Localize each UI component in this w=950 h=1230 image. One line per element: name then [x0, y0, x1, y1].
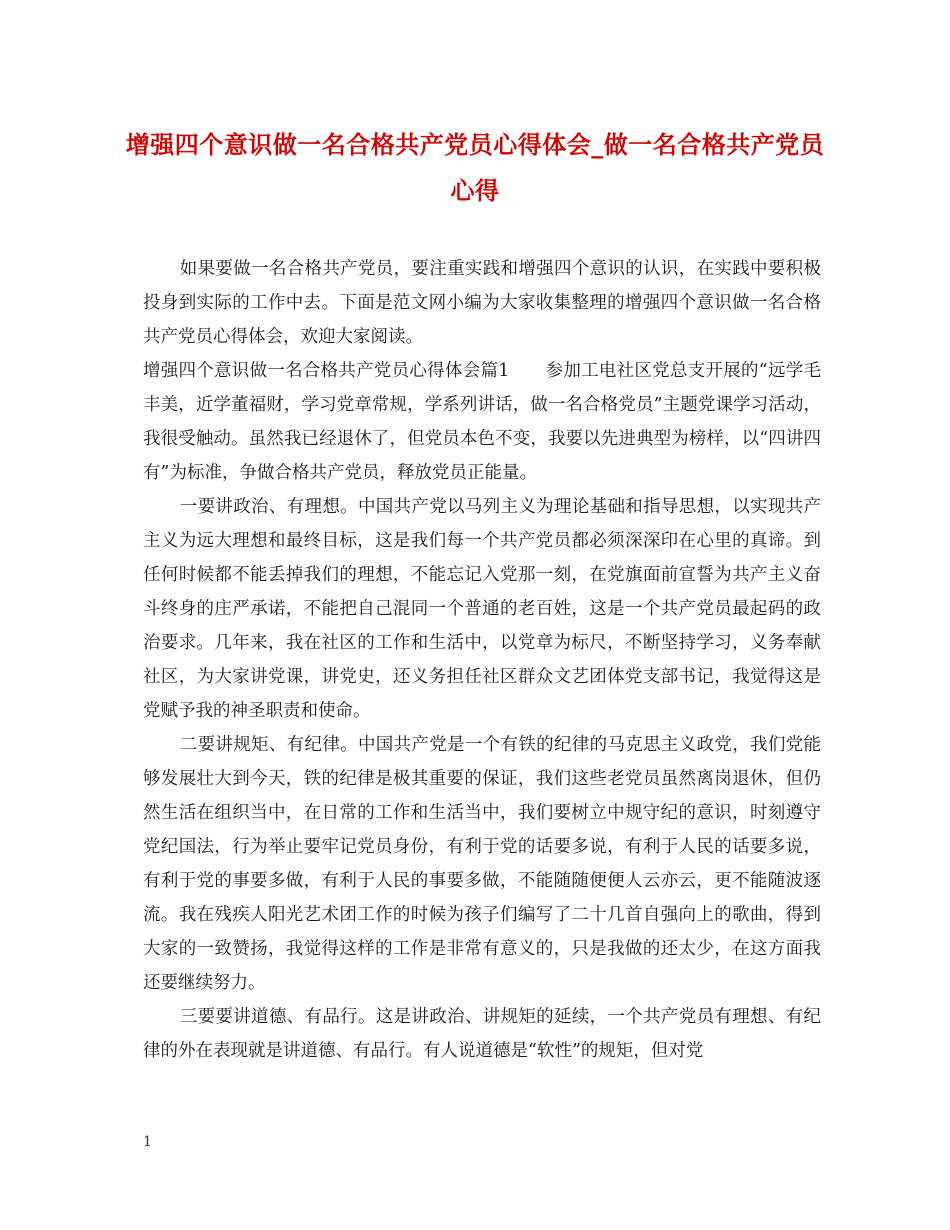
section-paragraph: [143, 354, 821, 490]
section-lead: 参加工电社区党总支开展的“远学毛丰美，近学董福财，学习党章常规，学系列讲话，做一名合格党员”主题党课学习活动，我很受触动。虽然我已经退休了，但党员本色不变，我要以先进典型为榜样，以“四讲四有”为标准，争做合格共产党员，释放党员正能量。: [143, 361, 821, 483]
document-body: [143, 252, 821, 1068]
paragraph-morality: 三要要讲道德、有品行。这是讲政治、讲规矩的延续，一个共产党员有理想、有纪律的外在表现就是讲道德、有品行。有人说道德是“软性”的规矩，但对党: [143, 1007, 821, 1061]
paragraph-politics: 一要讲政治、有理想。中国共产党以马列主义为理论基础和指导思想，以实现共产主义为远大理想和最终目标，这是我们每一个共产党员都必须深深印在心里的真谛。到任何时候都不能丢掉我们的理想，不能忘记入党那一刻，在党旗面前宣誓为共产主义奋斗终身的庄严承诺，不能把自己混同一个普通的老百姓，这是一个共产党员最起码的政治要求。几年来，我在社区的工作和生活中，以党章为标尺，不断坚持学习，义务奉献社区，为大家讲党课，讲党史，还义务担任社区群众文艺团体党支部书记，我觉得这是党赋予我的神圣职责和使命。: [143, 497, 821, 721]
paragraph-discipline: 二要讲规矩、有纪律。中国共产党是一个有铁的纪律的马克思主义政党，我们党能够发展壮大到今天，铁的纪律是极其重要的保证，我们这些老党员虽然离岗退休，但仍然生活在组织当中，在日常的工作和生活当中，我们要树立中规守纪的意识，时刻遵守党纪国法，行为举止要牢记党员身份，有利于党的话要多说，有利于人民的话要多说，有利于党的事要多做，有利于人民的事要多做，不能随随便便人云亦云，更不能随波逐流。我在残疾人阳光艺术团工作的时候为孩子们编写了二十几首自强向上的歌曲，得到大家的一致赞扬，我觉得这样的工作是非常有意义的，只是我做的还太少，在这方面我还要继续努力。: [143, 735, 821, 993]
section-heading: 增强四个意识做一名合格共产党员心得体会篇1: [143, 361, 510, 381]
document-title: 增强四个意识做一名合格共产党员心得体会_做一名合格共产党员心得: [125, 130, 825, 205]
intro-paragraph: 如果要做一名合格共产党员，要注重实践和增强四个意识的认识，在实践中要积极投身到实际的工作中去。下面是范文网小编为大家收集整理的增强四个意识做一名合格共产党员心得体会，欢迎大家阅读。: [143, 259, 821, 347]
page-number: 1: [143, 1134, 152, 1150]
